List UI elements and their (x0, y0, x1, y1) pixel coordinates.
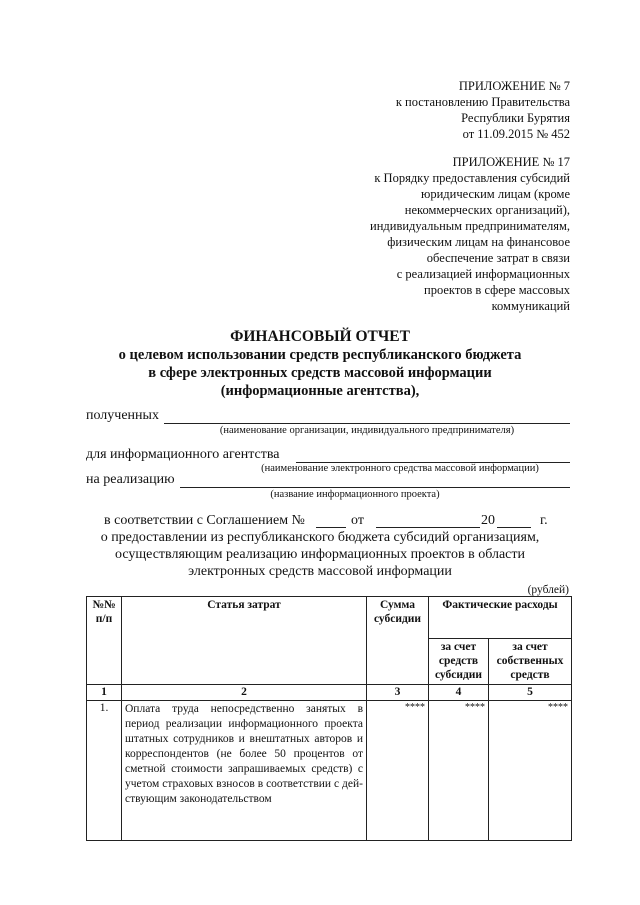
agreement-suffix: г. (540, 513, 548, 528)
appendix-17-line: индивидуальным предпринимателям, (370, 219, 570, 233)
agreement-text (70, 529, 570, 580)
appendix-7-line: от 11.09.2015 № 452 (462, 127, 570, 141)
agency-caption: (наименование электронного средства массовой информации) (261, 463, 539, 474)
agency-label: для информационного агентства (86, 447, 280, 462)
column-number: 3 (367, 685, 429, 701)
report-subtitle-line: в сфере электронных средств массовой информации (148, 365, 492, 381)
appendix-7-line: Республики Бурятия (461, 111, 570, 125)
header-subsidy: Сумма субсидии (367, 597, 429, 685)
header-actual: Фактические расходы (429, 597, 572, 639)
agreement-date-line[interactable] (376, 527, 480, 528)
header-own-funds: за счет собственных средств (489, 639, 572, 685)
agreement-year: 20 (481, 513, 495, 528)
row-subsidy[interactable]: **** (367, 701, 429, 841)
row-from-subsidy[interactable]: **** (429, 701, 489, 841)
header-row (87, 597, 572, 639)
header-item: Статья затрат (122, 597, 367, 685)
row-item: Оплата труда непосредственно занятых в период реализации информационного проекта штатных сотрудников и внештатных авторов и корреспондентов (не более 50 процентов от сметной стоимости запрашиваемых средств) с учетом страховых взносов в соответствии с действующим законодательством (122, 701, 367, 841)
report-subtitle-line: (информационные агентства), (220, 383, 420, 399)
appendix-17-line: к Порядку предоставления субсидий (374, 171, 570, 185)
report-subtitle-line: о целевом использовании средств республиканского бюджета (118, 347, 522, 363)
appendix-17-title: ПРИЛОЖЕНИЕ № 17 (452, 155, 570, 169)
report-title-block (70, 328, 570, 400)
agreement-number-line[interactable] (316, 527, 346, 528)
column-number: 5 (489, 685, 572, 701)
report-title: ФИНАНСОВЫЙ ОТЧЕТ (230, 328, 410, 345)
project-caption: (название информационного проекта) (270, 489, 440, 500)
table-row (87, 701, 572, 841)
column-number: 2 (122, 685, 367, 701)
column-number-row (87, 685, 572, 701)
agreement-line: о предоставлении из республиканского бюджета субсидий организациям, (100, 530, 540, 545)
appendix-17-line: физическим лицам на финансовое (387, 235, 570, 249)
row-num: 1. (87, 701, 122, 841)
appendix-17-line: с реализацией информационных (396, 267, 570, 281)
project-label: на реализацию (86, 472, 175, 487)
received-caption: (наименование организации, индивидуального предпринимателя) (219, 425, 515, 436)
appendix-7-title: ПРИЛОЖЕНИЕ № 7 (458, 79, 570, 93)
agreement-from: от (351, 513, 364, 528)
row-own-funds[interactable]: **** (489, 701, 572, 841)
appendix-17-block (370, 154, 570, 314)
appendix-17-line: коммуникаций (491, 299, 570, 313)
received-label: полученных (86, 408, 159, 423)
expenses-table (86, 596, 572, 841)
header-num: №№ п/п (87, 597, 122, 685)
appendix-7-line: к постановлению Правительства (395, 95, 570, 109)
agreement-line: электронных средств массовой информации (188, 564, 452, 579)
unit-label: (рублей) (527, 584, 569, 596)
header-from-subsidy: за счет средств субсидии (429, 639, 489, 685)
appendix-17-line: некоммерческих организаций), (404, 203, 570, 217)
column-number: 1 (87, 685, 122, 701)
column-number: 4 (429, 685, 489, 701)
agreement-prefix: в соответствии с Соглашением № (104, 513, 305, 528)
appendix-17-line: юридическим лицам (кроме (421, 187, 570, 201)
appendix-7-block (396, 78, 570, 142)
agreement-line: осуществляющим реализацию информационных проектов в области (114, 547, 526, 562)
appendix-17-line: проектов в сфере массовых (424, 283, 570, 297)
appendix-17-line: обеспечение затрат в связи (426, 251, 570, 265)
agreement-year-line[interactable] (497, 527, 531, 528)
